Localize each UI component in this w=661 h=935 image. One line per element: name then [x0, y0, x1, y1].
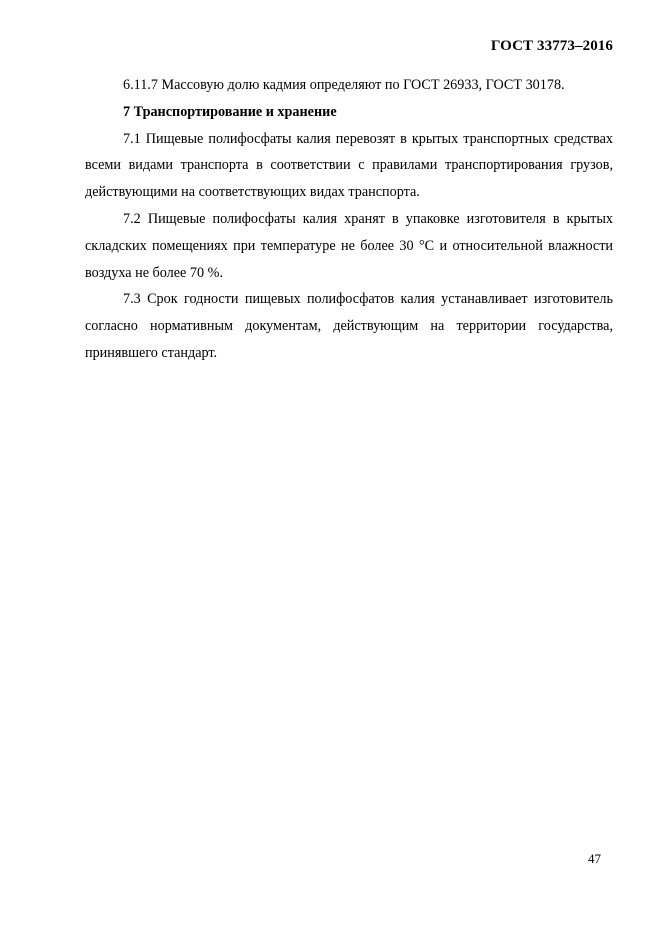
section-heading-7: 7 Транспортирование и хранение — [123, 103, 337, 120]
paragraph-7-2: 7.2 Пищевые полифосфаты калия хранят в упаковке изготовителя в крытых складских помещениях при температуре не более 30 °С и относительной влажности воздуха не более 70 %. — [85, 210, 613, 281]
paragraph-6-11-7: 6.11.7 Массовую долю кадмия определяют по ГОСТ 26933, ГОСТ 30178. — [123, 77, 565, 93]
paragraph-7-3: 7.3 Срок годности пищевых полифосфатов калия устанавливает изготовитель согласно нормативным документам, действующим на территории государства, принявшего стандарт. — [85, 291, 613, 361]
paragraph-7-1: 7.1 Пищевые полифосфаты калия перевозят в крытых транспортных средствах всеми видами транспорта в соответствии с правилами транспортирования грузов, действующими на соответствующих видах транспорта. — [85, 130, 613, 201]
standard-code-header: ГОСТ 33773–2016 — [490, 38, 613, 54]
document-body — [85, 72, 613, 367]
page-number: 47 — [588, 851, 601, 866]
